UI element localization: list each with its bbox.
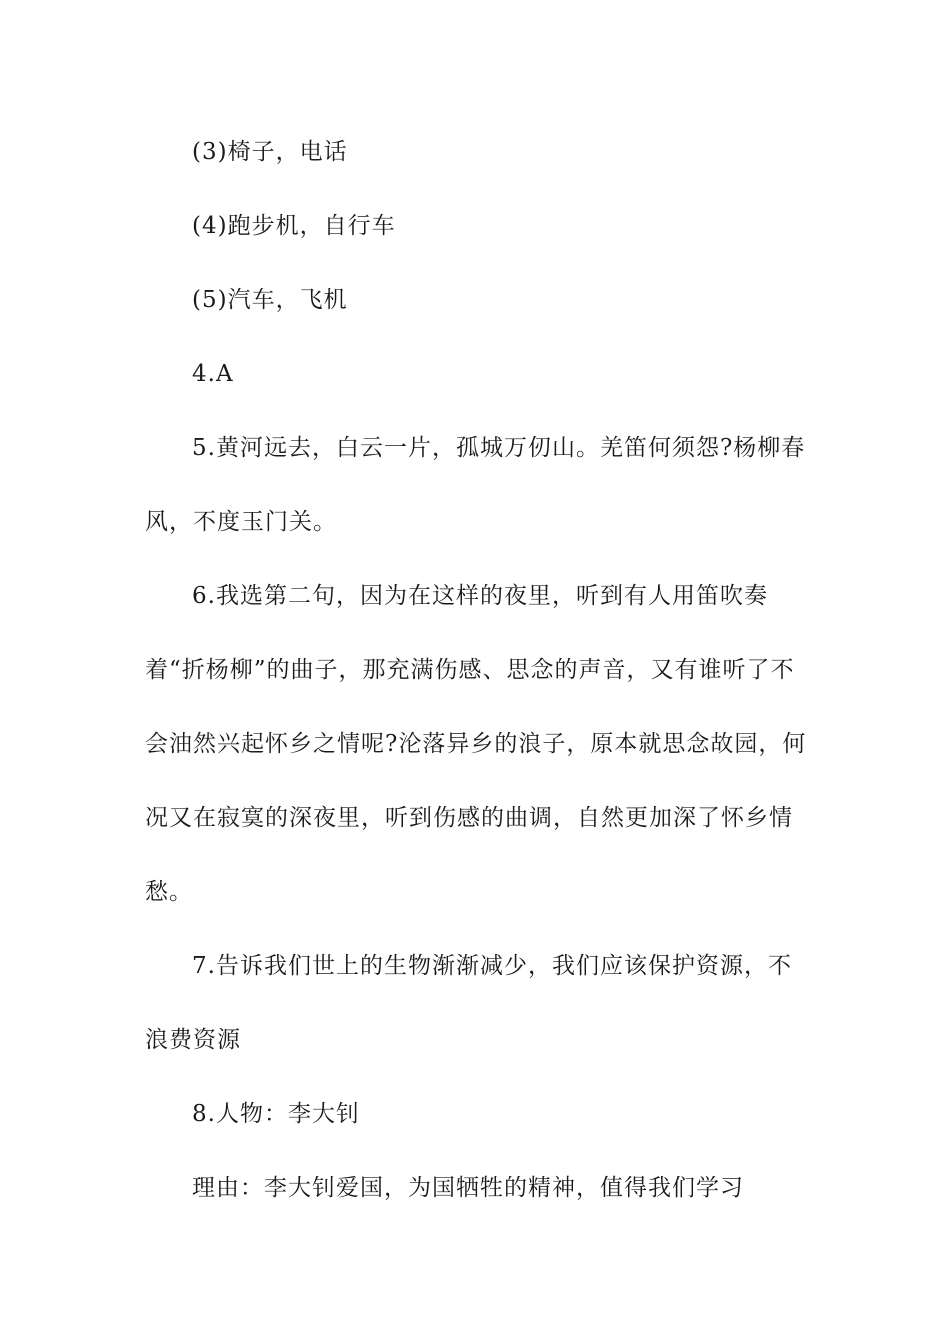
- answer-3-5: (5)汽车，飞机: [192, 287, 348, 313]
- answer-4: 4.A: [192, 361, 234, 387]
- answer-3-3: (3)椅子，电话: [192, 139, 348, 165]
- answer-5: 5.黄河远去，白云一片，孤城万仞山。羌笛何须怨?杨柳春风，不度玉门关。: [145, 435, 806, 535]
- answer-8-reason: 理由：李大钊爱国，为国牺牲的精神，值得我们学习: [192, 1175, 744, 1201]
- answer-6: 6.我选第二句，因为在这样的夜里，听到有人用笛吹奏着“折杨柳”的曲子，那充满伤感、思念的声音，又有谁听了不会油然兴起怀乡之情呢?沦落异乡的浪子，原本就思念故园，何况又在寂寞的深夜里，听到伤感的曲调，自然更加深了怀乡情愁。: [145, 583, 807, 905]
- answer-8-person: 8.人物：李大钊: [192, 1101, 360, 1127]
- answer-3-4: (4)跑步机，自行车: [192, 213, 396, 239]
- document-body: [145, 115, 815, 1225]
- answer-7: 7.告诉我们世上的生物渐渐减少，我们应该保护资源，不浪费资源: [145, 953, 792, 1053]
